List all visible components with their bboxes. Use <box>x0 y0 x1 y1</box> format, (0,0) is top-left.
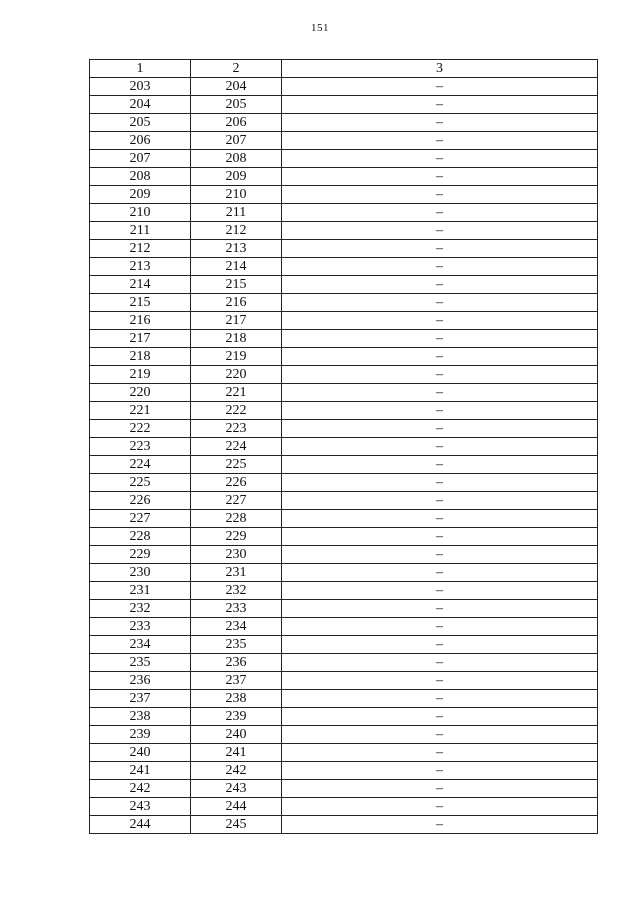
table-cell-col-3: – <box>282 258 598 276</box>
table-header-row <box>90 60 598 78</box>
table-cell-col-2: 222 <box>191 402 282 420</box>
table-cell-col-3: – <box>282 636 598 654</box>
table-row <box>90 384 598 402</box>
table-row <box>90 744 598 762</box>
table-row <box>90 492 598 510</box>
table-cell-col-3: – <box>282 546 598 564</box>
table-cell-col-3: – <box>282 618 598 636</box>
table-cell-col-3: – <box>282 150 598 168</box>
table-cell-col-3: – <box>282 276 598 294</box>
table-cell-col-1: 219 <box>90 366 191 384</box>
table-row <box>90 150 598 168</box>
table-cell-col-3: – <box>282 456 598 474</box>
table-row <box>90 330 598 348</box>
table-cell-col-3: – <box>282 312 598 330</box>
table-row <box>90 96 598 114</box>
table-row <box>90 654 598 672</box>
table-cell-col-1: 224 <box>90 456 191 474</box>
table-row <box>90 780 598 798</box>
table-cell-col-2: 225 <box>191 456 282 474</box>
table-cell-col-1: 243 <box>90 798 191 816</box>
table-cell-col-1: 218 <box>90 348 191 366</box>
table-cell-col-1: 227 <box>90 510 191 528</box>
table-cell-col-3: – <box>282 204 598 222</box>
table-cell-col-1: 208 <box>90 168 191 186</box>
table-row <box>90 402 598 420</box>
table-cell-col-2: 220 <box>191 366 282 384</box>
table-cell-col-2: 226 <box>191 474 282 492</box>
table-row <box>90 618 598 636</box>
column-header-1: 1 <box>90 60 191 78</box>
table-cell-col-3: – <box>282 78 598 96</box>
table-row <box>90 204 598 222</box>
table-cell-col-3: – <box>282 402 598 420</box>
table-row <box>90 240 598 258</box>
table-row <box>90 222 598 240</box>
table-cell-col-1: 225 <box>90 474 191 492</box>
table-cell-col-2: 230 <box>191 546 282 564</box>
table-cell-col-2: 243 <box>191 780 282 798</box>
table-row <box>90 564 598 582</box>
column-header-3: 3 <box>282 60 598 78</box>
table-cell-col-3: – <box>282 330 598 348</box>
table-cell-col-1: 241 <box>90 762 191 780</box>
table-cell-col-1: 207 <box>90 150 191 168</box>
table-cell-col-1: 234 <box>90 636 191 654</box>
table-row <box>90 546 598 564</box>
table-body <box>90 78 598 834</box>
table-row <box>90 474 598 492</box>
data-table <box>89 59 598 834</box>
table-row <box>90 582 598 600</box>
table-cell-col-2: 227 <box>191 492 282 510</box>
table-cell-col-2: 233 <box>191 600 282 618</box>
table-cell-col-3: – <box>282 240 598 258</box>
table-cell-col-2: 231 <box>191 564 282 582</box>
table-cell-col-2: 207 <box>191 132 282 150</box>
table-cell-col-2: 208 <box>191 150 282 168</box>
table-cell-col-1: 215 <box>90 294 191 312</box>
table-row <box>90 672 598 690</box>
table-row <box>90 312 598 330</box>
table-cell-col-2: 213 <box>191 240 282 258</box>
table-cell-col-2: 240 <box>191 726 282 744</box>
table-cell-col-2: 212 <box>191 222 282 240</box>
table-row <box>90 798 598 816</box>
table-cell-col-3: – <box>282 114 598 132</box>
table-cell-col-1: 228 <box>90 528 191 546</box>
table-cell-col-2: 217 <box>191 312 282 330</box>
table-cell-col-1: 210 <box>90 204 191 222</box>
table-cell-col-1: 217 <box>90 330 191 348</box>
table-cell-col-3: – <box>282 186 598 204</box>
table-cell-col-2: 237 <box>191 672 282 690</box>
table-row <box>90 528 598 546</box>
table-cell-col-3: – <box>282 492 598 510</box>
table-row <box>90 762 598 780</box>
table-cell-col-1: 238 <box>90 708 191 726</box>
table-cell-col-3: – <box>282 294 598 312</box>
table-cell-col-3: – <box>282 672 598 690</box>
table-cell-col-3: – <box>282 222 598 240</box>
table-row <box>90 258 598 276</box>
table-cell-col-1: 226 <box>90 492 191 510</box>
table-cell-col-3: – <box>282 744 598 762</box>
table-cell-col-3: – <box>282 780 598 798</box>
table-cell-col-2: 241 <box>191 744 282 762</box>
table-cell-col-2: 209 <box>191 168 282 186</box>
table-cell-col-3: – <box>282 708 598 726</box>
table-cell-col-2: 211 <box>191 204 282 222</box>
table-cell-col-3: – <box>282 384 598 402</box>
table-cell-col-3: – <box>282 816 598 834</box>
table-cell-col-3: – <box>282 348 598 366</box>
table-cell-col-1: 232 <box>90 600 191 618</box>
table-row <box>90 438 598 456</box>
table-cell-col-2: 215 <box>191 276 282 294</box>
table-row <box>90 708 598 726</box>
table-cell-col-3: – <box>282 582 598 600</box>
table-cell-col-1: 237 <box>90 690 191 708</box>
table-cell-col-3: – <box>282 438 598 456</box>
table-cell-col-1: 209 <box>90 186 191 204</box>
table-cell-col-1: 223 <box>90 438 191 456</box>
table-cell-col-3: – <box>282 654 598 672</box>
table-cell-col-1: 203 <box>90 78 191 96</box>
table-cell-col-3: – <box>282 564 598 582</box>
table-cell-col-2: 224 <box>191 438 282 456</box>
table-cell-col-3: – <box>282 528 598 546</box>
table-cell-col-1: 236 <box>90 672 191 690</box>
table-cell-col-1: 244 <box>90 816 191 834</box>
table-row <box>90 456 598 474</box>
table-cell-col-2: 242 <box>191 762 282 780</box>
table-cell-col-1: 220 <box>90 384 191 402</box>
table-row <box>90 510 598 528</box>
table-cell-col-3: – <box>282 168 598 186</box>
table-row <box>90 366 598 384</box>
table-cell-col-1: 230 <box>90 564 191 582</box>
table-cell-col-2: 210 <box>191 186 282 204</box>
table-cell-col-1: 213 <box>90 258 191 276</box>
table-cell-col-1: 216 <box>90 312 191 330</box>
table-cell-col-1: 242 <box>90 780 191 798</box>
table-cell-col-1: 206 <box>90 132 191 150</box>
table-cell-col-2: 214 <box>191 258 282 276</box>
table-row <box>90 600 598 618</box>
table-cell-col-3: – <box>282 96 598 114</box>
table-row <box>90 132 598 150</box>
table-cell-col-3: – <box>282 762 598 780</box>
table-cell-col-2: 244 <box>191 798 282 816</box>
table-cell-col-3: – <box>282 132 598 150</box>
table-row <box>90 690 598 708</box>
table-cell-col-2: 228 <box>191 510 282 528</box>
table-cell-col-1: 221 <box>90 402 191 420</box>
table-cell-col-3: – <box>282 798 598 816</box>
table-row <box>90 186 598 204</box>
table-cell-col-1: 222 <box>90 420 191 438</box>
table-cell-col-1: 233 <box>90 618 191 636</box>
table-row <box>90 348 598 366</box>
table-cell-col-1: 205 <box>90 114 191 132</box>
table-cell-col-3: – <box>282 510 598 528</box>
table-row <box>90 816 598 834</box>
table-cell-col-3: – <box>282 474 598 492</box>
table-row <box>90 78 598 96</box>
table-cell-col-2: 204 <box>191 78 282 96</box>
table-cell-col-3: – <box>282 690 598 708</box>
table-row <box>90 276 598 294</box>
table-row <box>90 420 598 438</box>
table-cell-col-2: 232 <box>191 582 282 600</box>
table-cell-col-1: 229 <box>90 546 191 564</box>
table-cell-col-2: 206 <box>191 114 282 132</box>
table-cell-col-3: – <box>282 600 598 618</box>
table-cell-col-2: 229 <box>191 528 282 546</box>
table-cell-col-2: 234 <box>191 618 282 636</box>
table-cell-col-1: 240 <box>90 744 191 762</box>
table-cell-col-2: 219 <box>191 348 282 366</box>
table-cell-col-1: 211 <box>90 222 191 240</box>
table-cell-col-3: – <box>282 726 598 744</box>
table-cell-col-3: – <box>282 366 598 384</box>
table-cell-col-1: 235 <box>90 654 191 672</box>
table-cell-col-1: 214 <box>90 276 191 294</box>
page-number: 151 <box>311 22 329 34</box>
table-cell-col-2: 205 <box>191 96 282 114</box>
table-cell-col-2: 239 <box>191 708 282 726</box>
table-cell-col-2: 221 <box>191 384 282 402</box>
table-row <box>90 636 598 654</box>
table-cell-col-1: 231 <box>90 582 191 600</box>
table-cell-col-2: 218 <box>191 330 282 348</box>
table-row <box>90 294 598 312</box>
table-cell-col-1: 239 <box>90 726 191 744</box>
table-cell-col-2: 238 <box>191 690 282 708</box>
table-cell-col-1: 212 <box>90 240 191 258</box>
table-row <box>90 114 598 132</box>
table-cell-col-2: 223 <box>191 420 282 438</box>
table-cell-col-2: 216 <box>191 294 282 312</box>
table-cell-col-2: 245 <box>191 816 282 834</box>
table-row <box>90 168 598 186</box>
table-row <box>90 726 598 744</box>
table-cell-col-2: 236 <box>191 654 282 672</box>
column-header-2: 2 <box>191 60 282 78</box>
table-cell-col-2: 235 <box>191 636 282 654</box>
table-cell-col-1: 204 <box>90 96 191 114</box>
table-cell-col-3: – <box>282 420 598 438</box>
